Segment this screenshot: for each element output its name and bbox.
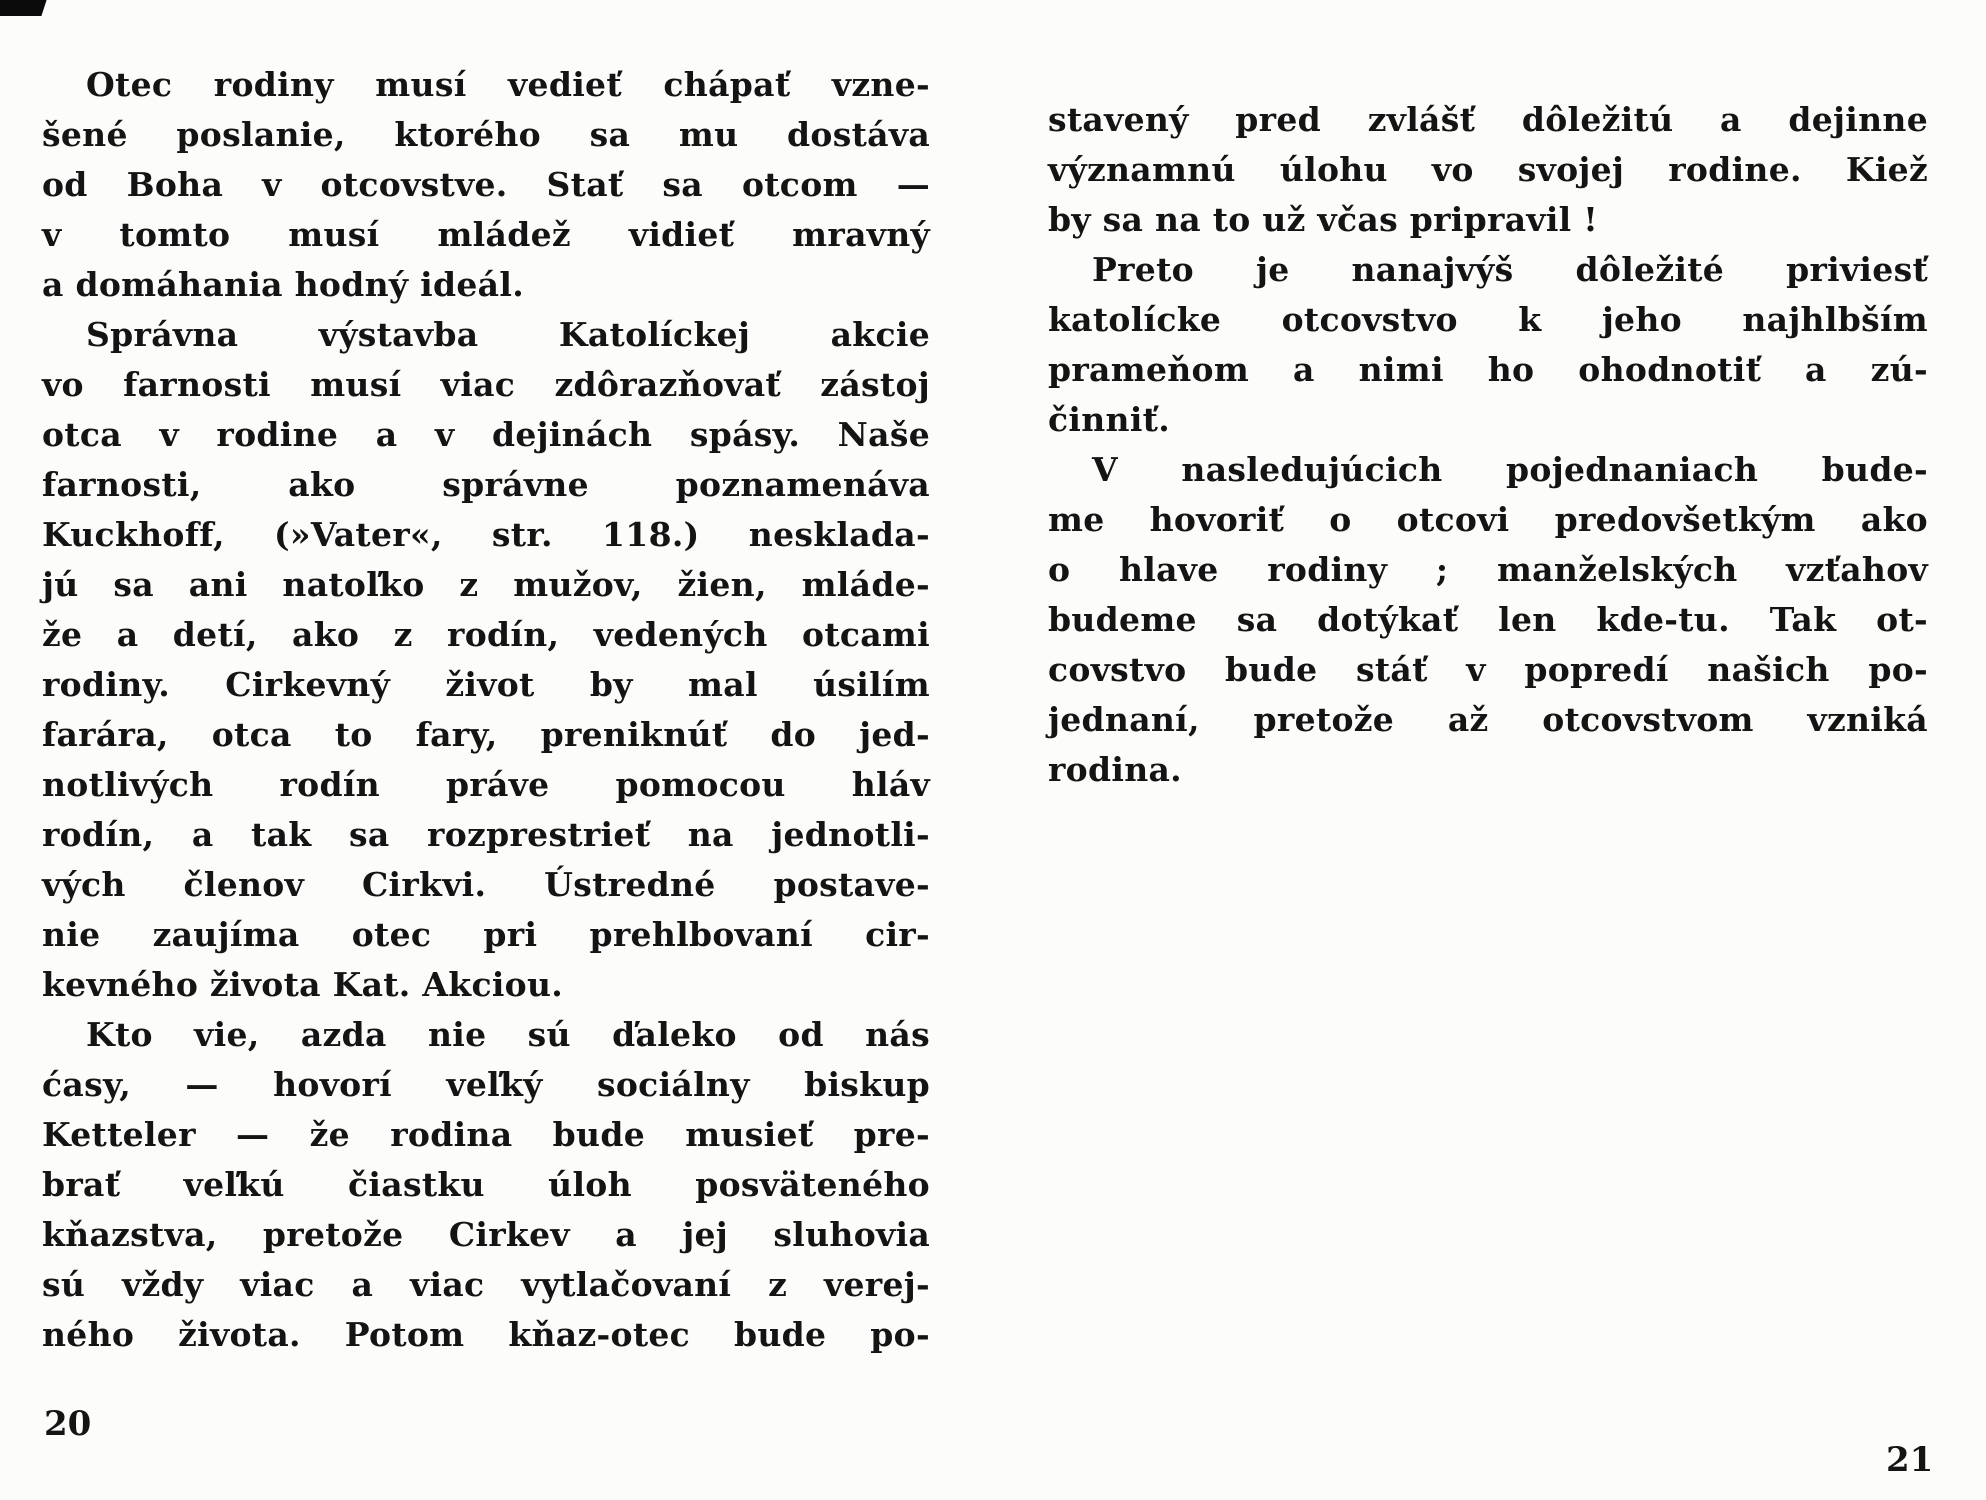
text-line: ného života. Potom kňaz-otec bude po-: [42, 1315, 930, 1354]
page-number-left: 20: [44, 1404, 92, 1444]
text-line: šené poslanie, ktorého sa mu dostáva: [42, 115, 930, 154]
text-line: V nasledujúcich pojednaniach bude-: [1092, 450, 1928, 489]
text-line: vo farnosti musí viac zdôrazňovať zástoj: [42, 365, 930, 404]
text-line: by sa na to už včas pripravil !: [1048, 200, 1599, 239]
text-line: farnosti, ako správne poznamenáva: [42, 465, 930, 504]
text-line: nie zaujíma otec pri prehlbovaní cir-: [42, 915, 930, 954]
page-number-right: 21: [1886, 1440, 1934, 1480]
text-line: v tomto musí mládež vidieť mravný: [42, 215, 930, 254]
text-line: Preto je nanajvýš dôležité priviesť: [1092, 250, 1928, 289]
text-line: katolícke otcovstvo k jeho najhlbším: [1048, 300, 1928, 339]
text-line: notlivých rodín práve pomocou hláv: [42, 765, 930, 804]
text-line: rodina.: [1048, 750, 1182, 789]
text-line: kevného života Kat. Akciou.: [42, 965, 564, 1004]
right-text-column: [1048, 95, 1928, 795]
text-line: vých členov Cirkvi. Ústredné postave-: [42, 865, 930, 904]
text-line: me hovoriť o otcovi predovšetkým ako: [1048, 500, 1928, 539]
text-line: Správna výstavba Katolíckej akcie: [86, 315, 930, 354]
text-line: rodiny. Cirkevný život by mal úsilím: [42, 665, 930, 704]
text-line: a domáhania hodný ideál.: [42, 265, 524, 304]
text-line: rodín, a tak sa rozprestrieť na jednotli-: [42, 815, 930, 854]
text-line: budeme sa dotýkať len kde-tu. Tak ot-: [1048, 600, 1928, 639]
left-text-column: [42, 60, 930, 1360]
text-line: farára, otca to fary, preniknúť do jed-: [42, 715, 930, 754]
text-line: jú sa ani natoľko z mužov, žien, mláde-: [42, 565, 930, 604]
text-line: významnú úlohu vo svojej rodine. Kiež: [1048, 150, 1928, 189]
text-line: od Boha v otcovstve. Stať sa otcom —: [42, 165, 930, 204]
text-line: prameňom a nimi ho ohodnotiť a zú-: [1048, 350, 1928, 389]
text-line: ćasy, — hovorí veľký sociálny biskup: [42, 1065, 930, 1104]
text-line: sú vždy viac a viac vytlačovaní z verej-: [42, 1265, 930, 1304]
text-line: covstvo bude stáť v popredí našich po-: [1048, 650, 1928, 689]
text-line: Otec rodiny musí vedieť chápať vzne-: [86, 65, 930, 104]
text-line: Kto vie, azda nie sú ďaleko od nás: [86, 1015, 930, 1054]
text-line: o hlave rodiny ; manželských vzťahov: [1048, 550, 1928, 589]
text-line: že a detí, ako z rodín, vedených otcami: [42, 615, 930, 654]
text-line: brať veľkú čiastku úloh posväteného: [42, 1165, 930, 1204]
text-line: Kuckhoff, (»Vater«, str. 118.) nesklada-: [42, 515, 930, 554]
text-line: Ketteler — že rodina bude musieť pre-: [42, 1115, 930, 1154]
text-line: jednaní, pretože až otcovstvom vzniká: [1048, 700, 1928, 739]
scan-artifact: [0, 0, 47, 16]
text-line: otca v rodine a v dejinách spásy. Naše: [42, 415, 930, 454]
text-line: činniť.: [1048, 400, 1170, 439]
text-line: stavený pred zvlášť dôležitú a dejinne: [1048, 100, 1928, 139]
text-line: kňazstva, pretože Cirkev a jej sluhovia: [42, 1215, 930, 1254]
